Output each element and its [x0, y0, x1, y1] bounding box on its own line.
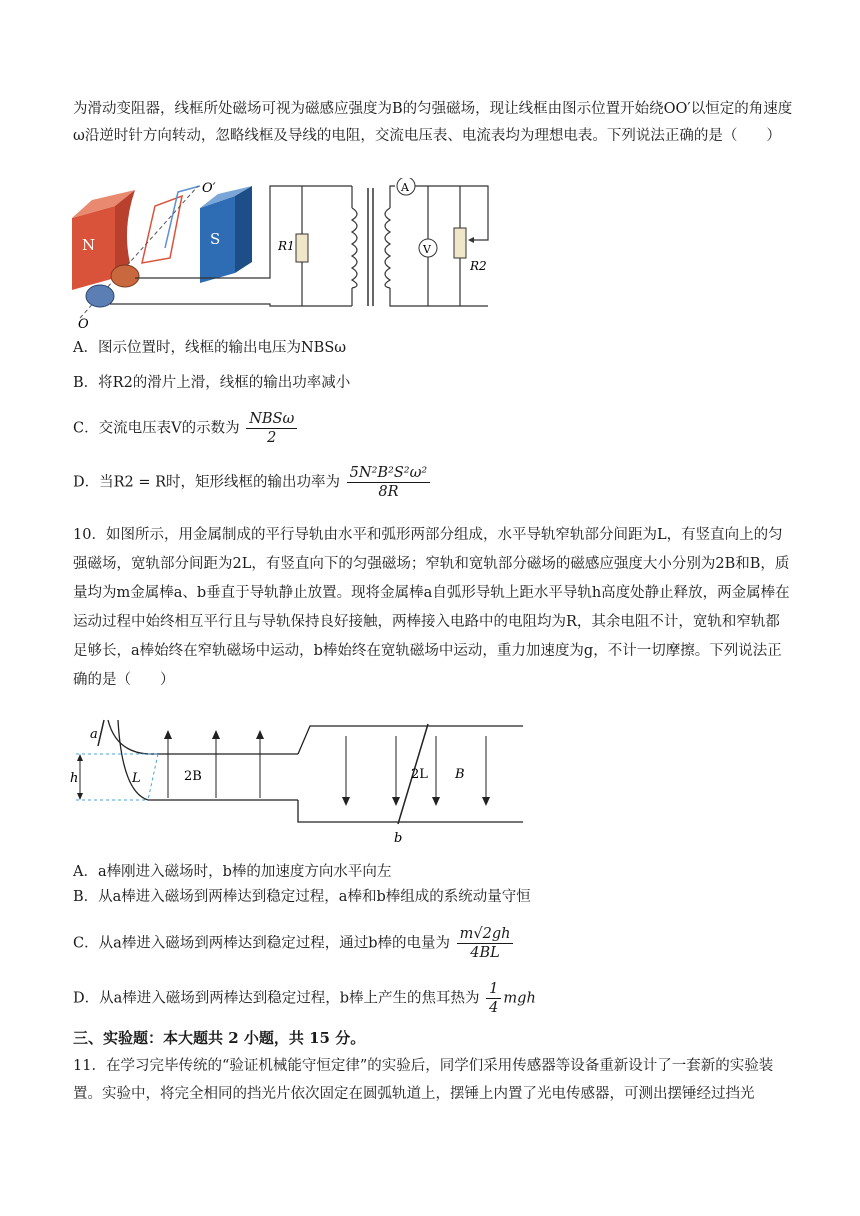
q10-option-b: B．从a棒进入磁场到两棒达到稳定过程，a棒和b棒组成的系统动量守恒: [73, 889, 531, 905]
magnet-s-label: S: [210, 230, 221, 248]
curved-rail-bottom: [118, 720, 148, 800]
q9-option-c: [73, 410, 299, 447]
fraction-numerator: NBSω: [246, 410, 297, 429]
fraction-numerator: m√2gh: [457, 925, 514, 944]
q10-option-d-tail: mgh: [503, 990, 536, 1007]
q10-option-c-fraction: [457, 925, 514, 962]
q10-rails-figure: [68, 712, 528, 852]
q9-option-b: B．将R2的滑片上滑，线框的输出功率减小: [73, 375, 351, 391]
label-r1: R1: [278, 239, 295, 253]
rod-a: [98, 720, 104, 746]
secondary-coil: [385, 208, 390, 288]
fraction-numerator: 5N²B²S²ω²: [347, 464, 431, 483]
resistor-r1: [296, 234, 308, 262]
q10-option-d-text: D．从a棒进入磁场到两棒达到稳定过程，b棒上产生的焦耳热为: [73, 990, 480, 1007]
q9-option-a: A．图示位置时，线框的输出电压为NBSω: [73, 340, 347, 356]
q9-option-d-fraction: [347, 464, 431, 501]
fraction-denominator: 4: [489, 1000, 499, 1016]
q10-option-d: [73, 980, 536, 1017]
label-ammeter: A: [401, 181, 409, 194]
q9-option-d-text: D．当R2 = R时，矩形线框的输出功率为: [73, 474, 341, 491]
fraction-numerator: 1: [486, 980, 501, 999]
label-2l: 2L: [411, 767, 428, 782]
coil-frame: [142, 196, 182, 263]
rheostat-r2: [454, 228, 466, 258]
label-b-field: B: [455, 767, 465, 782]
magnet-n-label: N: [82, 236, 96, 254]
label-r2: R2: [470, 259, 487, 273]
curved-rail-top: [108, 720, 148, 754]
q9-generator-circuit-figure: [70, 178, 500, 333]
q9-stem: 为滑动变阻器，线框所处磁场可视为磁感应强度为B的匀强磁场，现让线框由图示位置开始绕OO′以恒定的角速度ω沿逆时针方向转动，忽略线框及导线的电阻，交流电压表、电流表均为理想电表。下列说法正确的是（ ）: [73, 101, 793, 144]
q10-option-c: [73, 925, 515, 962]
label-b-rod: b: [394, 831, 403, 846]
q9-option-c-text: C．交流电压表V的示数为: [73, 420, 240, 437]
fraction-denominator: 2: [267, 430, 277, 446]
label-l: L: [132, 771, 141, 786]
label-voltmeter: V: [423, 243, 431, 256]
primary-coil: [352, 208, 357, 288]
section-3-heading: 三、实验题：本大题共 2 小题，共 15 分。: [73, 1029, 366, 1047]
label-2b: 2B: [184, 769, 202, 784]
q9-option-c-fraction: [246, 410, 297, 447]
q9-option-d: [73, 464, 432, 501]
q10-option-d-fraction: [486, 980, 501, 1017]
q10-stem: 10．如图所示，用金属制成的平行导轨由水平和弧形两部分组成，水平导轨窄轨部分间距为L，有竖直向上的匀强磁场，宽轨部分间距为2L，有竖直向下的匀强磁场；窄轨和宽轨部分磁场的磁感应强度大小分别为2B和B，质量均为m金属棒a、b垂直于导轨静止放置。现将金属棒a自弧形导轨上距水平导轨h高度处静止释放，两金属棒在运动过程中始终相互平行且与导轨保持良好接触，两棒接入电路中的电阻均为R，其余电阻不计，宽轨和窄轨都足够长，a棒始终在窄轨磁场中运动，b棒始终在宽轨磁场中运动，重力加速度为g，不计一切摩擦。下列说法正确的是（ ）: [73, 527, 790, 688]
label-o-prime: O′: [202, 181, 216, 196]
label-a: a: [90, 727, 98, 742]
q10-option-c-text: C．从a棒进入磁场到两棒达到稳定过程，通过b棒的电量为: [73, 935, 451, 952]
label-h: h: [70, 771, 79, 786]
q11-stem: 11．在学习完毕传统的“验证机械能守恒定律”的实验后，同学们采用传感器等设备重新设计了一套新的实验装置。实验中，将完全相同的挡光片依次固定在圆弧轨道上，摆锤上内置了光电传感器，可测出摆锤经过挡光: [73, 1058, 774, 1102]
label-o: O: [78, 317, 89, 332]
q10-option-a: A．a棒刚进入磁场时，b棒的加速度方向水平向左: [73, 864, 392, 880]
slip-ring-1: [111, 265, 139, 287]
fraction-denominator: 4BL: [470, 945, 500, 961]
slip-ring-2: [86, 285, 114, 307]
fraction-denominator: 8R: [378, 484, 399, 500]
